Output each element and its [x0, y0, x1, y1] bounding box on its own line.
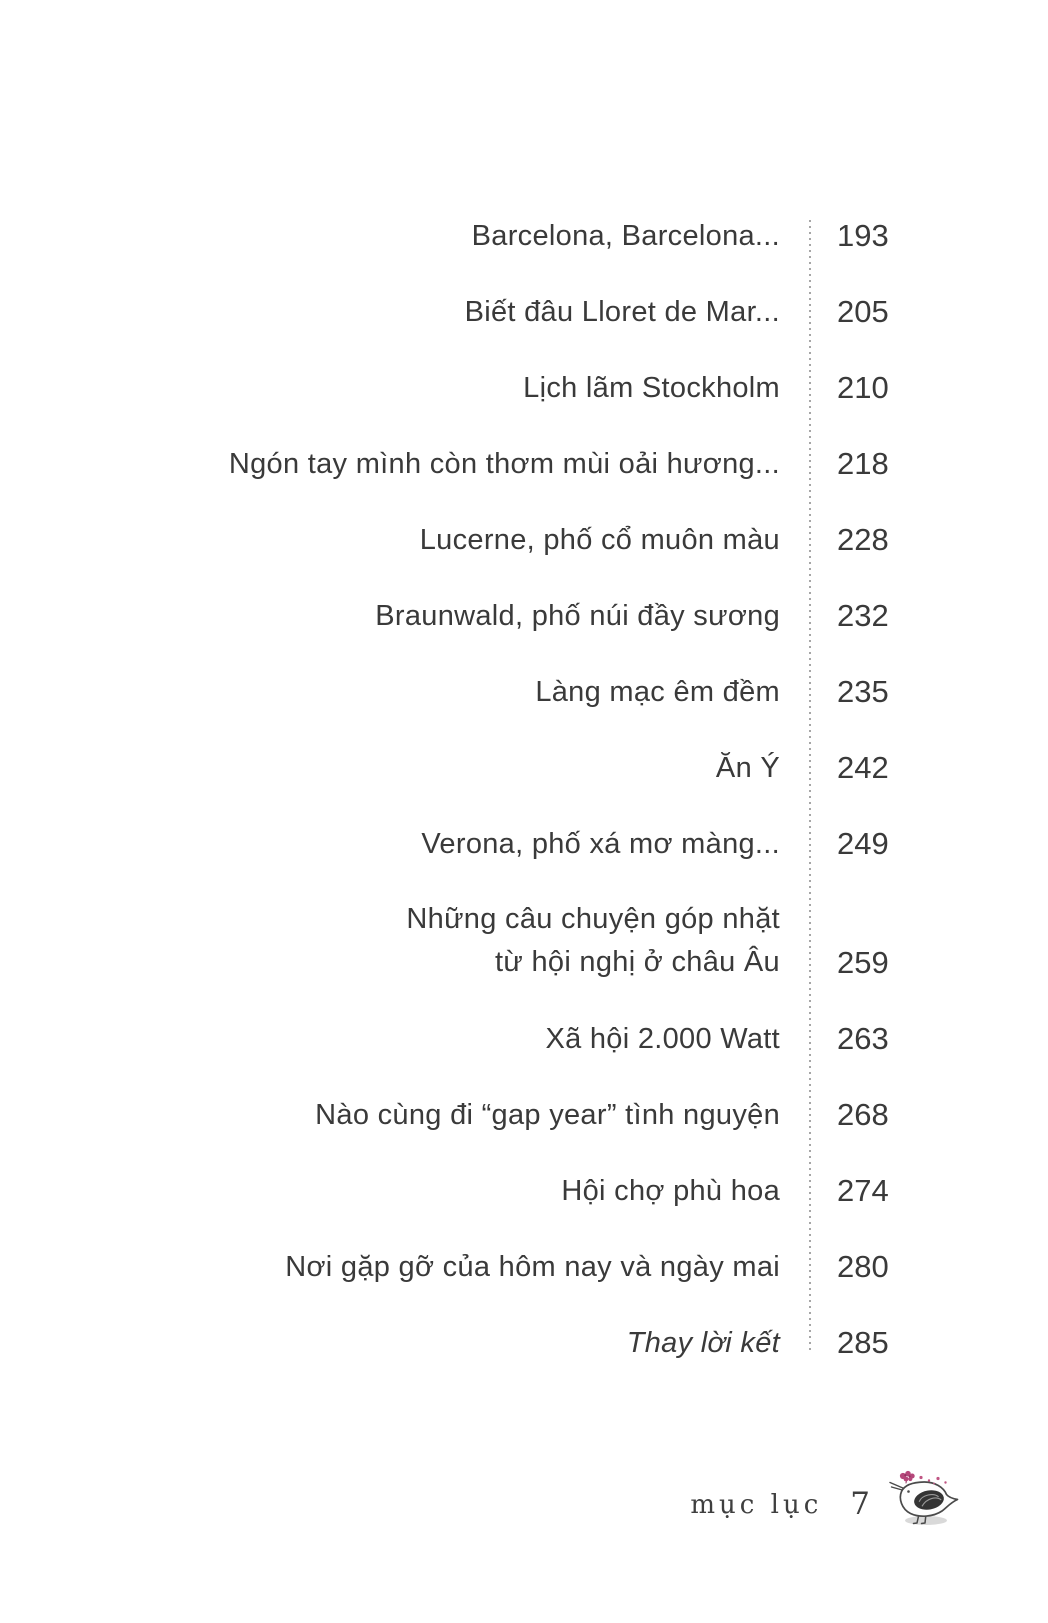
- toc-entry-page: 274: [837, 1173, 889, 1208]
- toc-entry-page: 285: [837, 1325, 889, 1360]
- toc-entry: [140, 274, 910, 350]
- toc-entry-page: 263: [837, 1021, 889, 1056]
- toc-entry-page: 193: [837, 218, 889, 253]
- toc-entry: [140, 1001, 910, 1077]
- toc-entry-page: 235: [837, 674, 889, 709]
- toc-entry: [140, 654, 910, 730]
- toc-entry: [140, 1229, 910, 1305]
- toc-entry-page: 218: [837, 446, 889, 481]
- toc-entry-page: 268: [837, 1097, 889, 1132]
- toc-entry-title: Braunwald, phố núi đầy sương: [375, 599, 780, 632]
- toc-entry-title-line2: từ hội nghị ở châu Âu: [495, 946, 780, 978]
- toc-entry-title: Ăn Ý: [715, 751, 780, 784]
- toc-entry-title: Verona, phố xá mơ màng...: [421, 827, 780, 860]
- toc-list: [140, 198, 910, 1381]
- toc-entry-title: Thay lời kết: [626, 1326, 780, 1359]
- toc-entry: [140, 578, 910, 654]
- toc-entry: [140, 806, 910, 882]
- toc-entry-title: Làng mạc êm đềm: [535, 675, 780, 708]
- toc-entry-title: Xã hội 2.000 Watt: [545, 1022, 780, 1055]
- toc-entry-closing: [140, 1305, 910, 1381]
- toc-entry-title: Hội chợ phù hoa: [561, 1174, 780, 1207]
- toc-entry-page: 232: [837, 598, 889, 633]
- toc-entry: [140, 198, 910, 274]
- toc-entry: [140, 1153, 910, 1229]
- toc-entry-title: Barcelona, Barcelona...: [471, 219, 780, 252]
- toc-entry-title: Nào cùng đi “gap year” tình nguyện: [315, 1098, 780, 1131]
- toc-entry-page: 249: [837, 826, 889, 861]
- toc-entry-page: 228: [837, 522, 889, 557]
- toc-entry-title: Nơi gặp gỡ của hôm nay và ngày mai: [285, 1250, 780, 1283]
- toc-entry-page: 259: [837, 945, 889, 980]
- toc-entry-page: 210: [837, 370, 889, 405]
- footer-section-label: mục lục: [690, 1490, 823, 1520]
- toc-entry-title: [140, 882, 780, 984]
- toc-entry: [140, 426, 910, 502]
- dotted-separator-line: [809, 220, 811, 1353]
- toc-entry-page: 280: [837, 1249, 889, 1284]
- toc-entry: [140, 730, 910, 806]
- toc-entry-title-line1: Những câu chuyện góp nhặt: [406, 903, 780, 935]
- toc-entry-page: 242: [837, 750, 889, 785]
- toc-entry-title: Lucerne, phố cổ muôn màu: [419, 523, 780, 556]
- toc-entry: [140, 1077, 910, 1153]
- toc-entry-title: Ngón tay mình còn thơm mùi oải hương...: [228, 447, 780, 480]
- footer-page-number: 7: [850, 1486, 870, 1522]
- toc-entry: [140, 502, 910, 578]
- toc-entry-title: Biết đâu Lloret de Mar...: [464, 295, 780, 328]
- toc-entry-page: 205: [837, 294, 889, 329]
- bird-illustration-icon: [888, 1468, 962, 1526]
- toc-entry-two-line: [140, 882, 910, 1001]
- toc-entry-title: Lịch lãm Stockholm: [523, 371, 780, 404]
- toc-entry: [140, 350, 910, 426]
- page-footer: [690, 1468, 962, 1526]
